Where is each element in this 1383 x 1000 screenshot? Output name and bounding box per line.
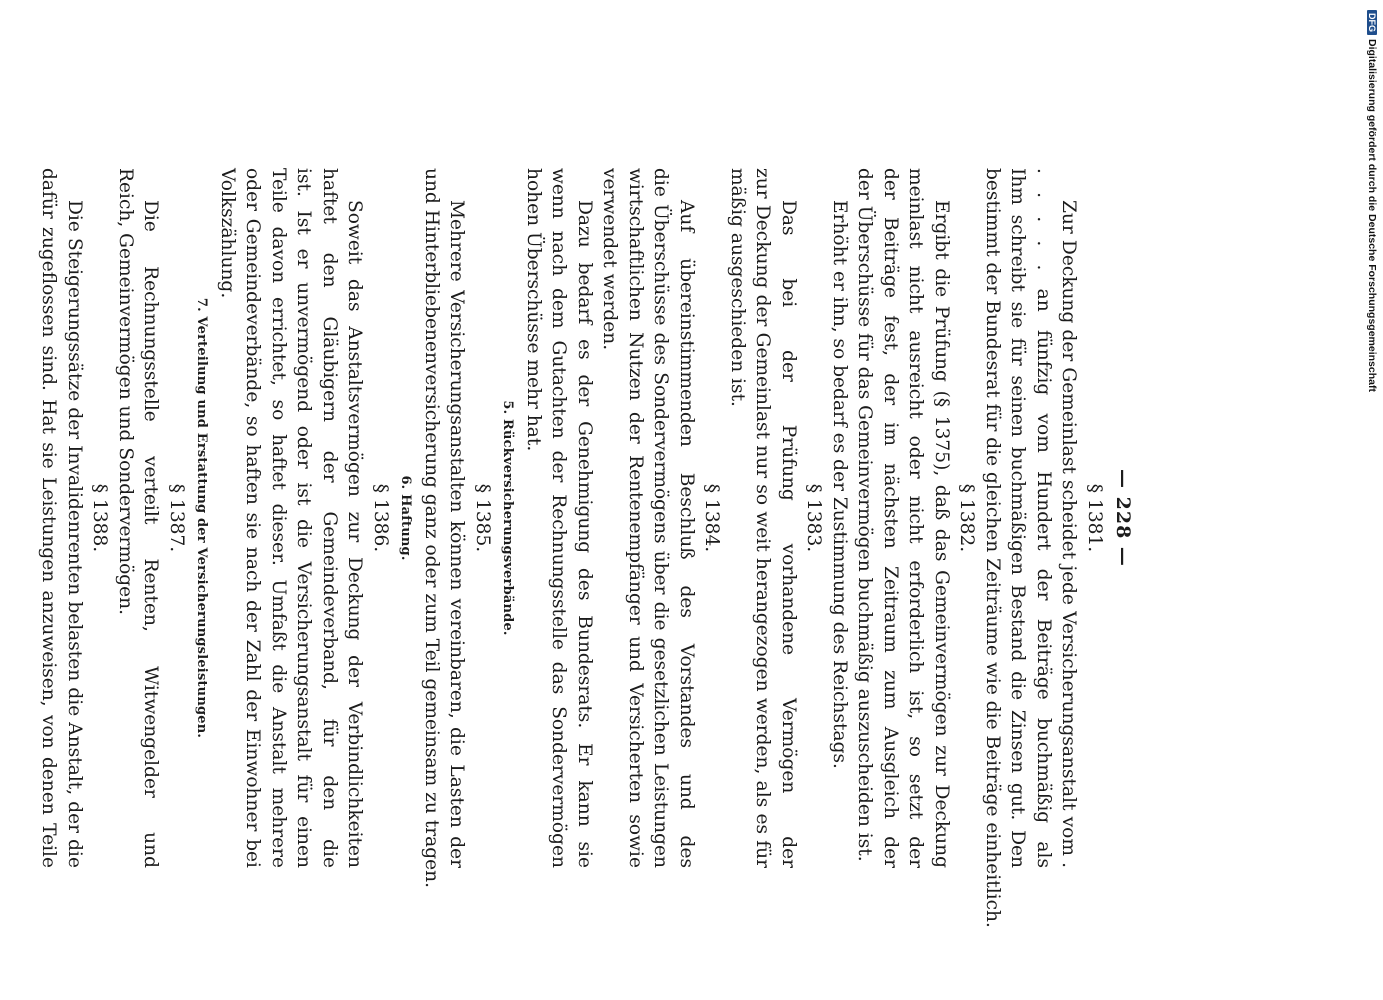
- text-line: verwendet werden.: [599, 168, 621, 351]
- section-heading-1388: § 1388.: [89, 483, 111, 553]
- section-body-1385: [419, 168, 470, 889]
- text-line: haftet den Gläubigern der Gemeindeverband, für den die: [319, 168, 340, 868]
- text-line: Reich, Gemeinvermögen und Sondervermögen.: [115, 168, 136, 616]
- text-line: und Hinterbliebenenversicherung ganz oder zum Teil gemeinsam zu tragen.: [421, 168, 442, 889]
- section-heading-1384: § 1384.: [701, 483, 723, 553]
- rotated-page: [38, 168, 1135, 928]
- subsection-heading-7: 7. Verteilung und Erstattung der Versicherungsleistungen.: [194, 297, 210, 739]
- text-line: Erhöht er ihn, so bedarf es der Zustimmung des Reichstags.: [829, 200, 850, 769]
- text-line: meinlast nicht ausreicht oder nicht erforderlich ist, so setzt der: [905, 168, 927, 868]
- text-line: ist. Ist er unvermögend oder ist die Versicherungsanstalt für einen: [293, 168, 315, 868]
- section-body-1382: [827, 168, 955, 868]
- text-line: dafür zugeflossen sind. Hat sie Leistungen anzuweisen, von denen Teile: [38, 168, 60, 868]
- text-line: oder Gemeindeverbände, so haften sie nach der Zahl der Einwohner bei: [242, 168, 264, 868]
- text-line: Ergibt die Prüfung (§ 1375), daß das Gemeinvermögen zur Deckung: [931, 200, 952, 868]
- text-line: hohen Überschüsse mehr hat.: [523, 168, 544, 452]
- section-heading-1381: § 1381.: [1084, 483, 1105, 553]
- subsection-heading-6: 6. Haftung.: [398, 475, 414, 561]
- text-line: mäßig ausgeschieden ist.: [727, 168, 748, 407]
- text-line: . . . . . an fünfzig vom Hundert der Beiträge buchmäßig als: [1033, 168, 1054, 868]
- text-line: Ihm schreibt sie für seinen buchmäßigen Bestand die Zinsen gut. Den: [1007, 168, 1029, 868]
- text-line: Mehrere Versicherungsanstalten können vereinbaren, die Lasten der: [446, 200, 468, 868]
- section-body-1384: [521, 168, 700, 868]
- credit-rotated: [1366, 10, 1378, 410]
- subsection-heading-5: 5. Rückversicherungsverbände.: [500, 400, 516, 636]
- text-line: zur Deckung der Gemeinlast nur so weit herangezogen werden, als es für: [752, 168, 774, 868]
- section-body-1387: [113, 168, 164, 868]
- text-line: bestimmt der Bundesrat für die gleichen Zeiträume wie die Beiträge einheitlich.: [982, 168, 1003, 928]
- text-line: Die Steigerungssätze der Invalidenrenten belasten die Anstalt, der die: [64, 200, 85, 868]
- text-line: Soweit das Anstaltsvermögen zur Deckung der Verbindlichkeiten: [344, 200, 366, 868]
- text-line: wenn nach dem Gutachten der Rechnungsstelle das Sondervermögen: [548, 168, 570, 868]
- text-line: die Überschüsse des Sondervermögens über die gesetzlichen Leistungen: [650, 168, 672, 868]
- section-heading-1386: § 1386.: [370, 483, 391, 553]
- section-heading-1387: § 1387.: [166, 483, 187, 553]
- text-line: Teile davon errichtet, so haftet dieser. Umfaßt die Anstalt mehrere: [268, 168, 289, 868]
- credit-text: Digitalisierung gefördert durch die Deutsche Forschungsgemeinschaft: [1366, 39, 1378, 392]
- text-line: Dazu bedarf es der Genehmigung des Bundesrats. Er kann sie: [574, 200, 595, 868]
- text-line: Das bei der Prüfung vorhandene Vermögen der: [778, 200, 799, 868]
- section-heading-1383: § 1383.: [803, 483, 825, 553]
- page-number: — 228 —: [1112, 469, 1134, 567]
- section-body-1388: [36, 168, 87, 868]
- dfg-logo: DFG: [1367, 10, 1377, 35]
- text-line: der Beiträge fest, der im nächsten Zeitraum zum Ausgleich der: [880, 168, 901, 868]
- text-line: Zur Deckung der Gemeinlast scheidet jede Versicherungsanstalt vom .: [1058, 200, 1080, 868]
- text-line: Auf übereinstimmenden Beschluß des Vorstandes und des: [676, 200, 697, 868]
- digitization-credit: [1362, 10, 1382, 410]
- text-line: Volkszählung.: [217, 168, 238, 299]
- section-heading-1382: § 1382.: [956, 483, 978, 553]
- section-body-1383: [725, 168, 802, 868]
- text-line: Die Rechnungsstelle verteilt Renten, Witwengelder und: [140, 200, 162, 868]
- section-body-1381: [980, 168, 1082, 928]
- section-body-1386: [215, 168, 368, 868]
- section-heading-1385: § 1385.: [472, 483, 493, 553]
- text-line: der Überschüsse für das Gemeinvermögen buchmäßig auszuscheiden ist.: [854, 168, 876, 862]
- text-line: wirtschaftlichen Nutzen der Rentenempfänger und Versicherten sowie: [625, 168, 646, 868]
